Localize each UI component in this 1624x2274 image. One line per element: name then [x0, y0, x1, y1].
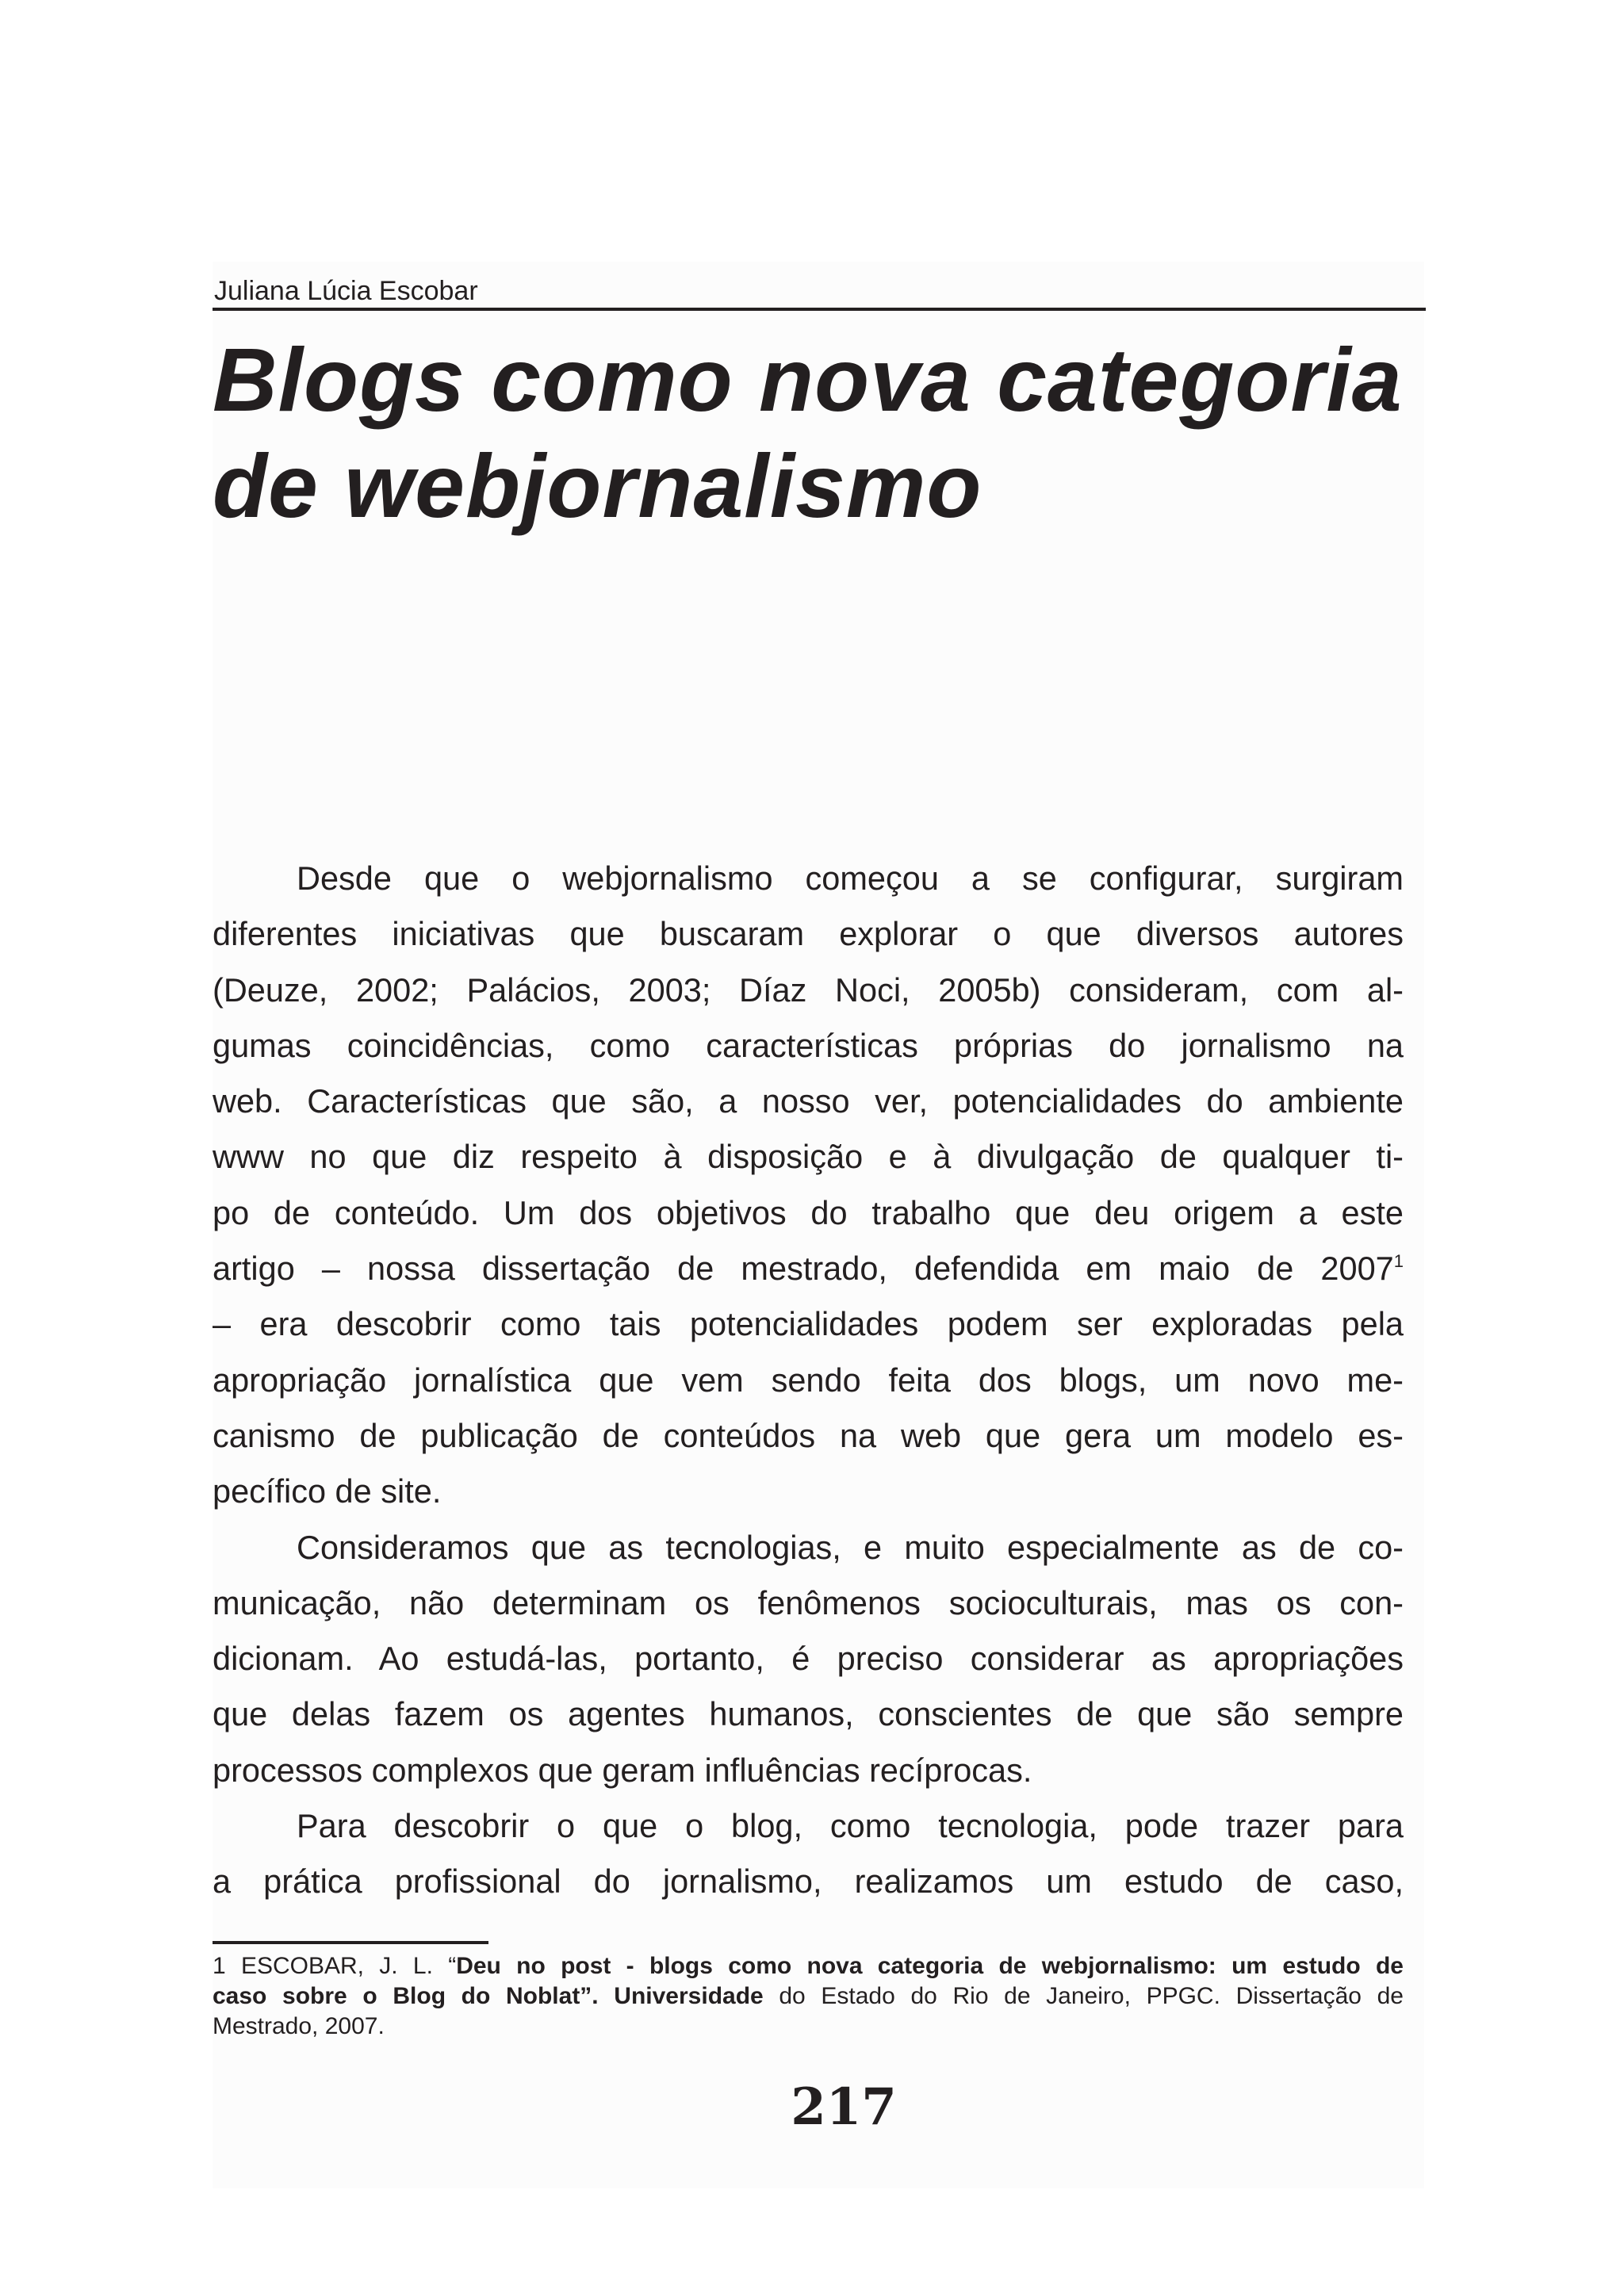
footnote-text: do Estado do Rio de Janeiro, PPGC. Dissertação de: [763, 1983, 1404, 2009]
text-line: dicionam. Ao estudá-las, portanto, é preciso considerar as apropriações: [213, 1640, 1404, 1678]
text-line: Para descobrir o que o blog, como tecnologia, pode trazer para: [297, 1807, 1404, 1845]
header-rule: [213, 308, 1426, 311]
title-line: de webjornalismo: [213, 436, 982, 536]
text-line: (Deuze, 2002; Palácios, 2003; Díaz Noci, 2005b) consideram, com al-: [213, 970, 1404, 1009]
text-line-with-footnote: [213, 1241, 1404, 1296]
text-line: – era descobrir como tais potencialidades podem ser exploradas pela: [213, 1305, 1404, 1343]
text-line: po de conteúdo. Um dos objetivos do trabalho que deu origem a este: [213, 1193, 1404, 1231]
footnote-title: Deu no post - blogs como nova categoria de webjornalismo: um estudo de: [456, 1953, 1404, 1979]
footnote-line: Mestrado, 2007.: [213, 2013, 385, 2039]
footnote-line: [213, 1981, 1404, 2012]
body-text: [213, 851, 1404, 1910]
footnote-marker: 1: [1393, 1251, 1404, 1272]
footnote-title: caso sobre o Blog do Noblat”. Universidade: [213, 1983, 764, 2009]
text-line: pecífico de site.: [213, 1472, 442, 1510]
text-line: gumas coincidências, como características próprias do jornalismo na: [213, 1026, 1404, 1064]
footnote-line: [213, 1951, 1404, 1981]
page-number: 217: [791, 2077, 897, 2137]
footnote: [213, 1951, 1404, 2042]
text-line: canismo de publicação de conteúdos na web que gera um modelo es-: [213, 1416, 1404, 1454]
text-line: Consideramos que as tecnologias, e muito especialmente as de co-: [297, 1528, 1404, 1566]
running-header-author: Juliana Lúcia Escobar: [214, 276, 478, 306]
text-line: processos complexos que geram influências recíprocas.: [213, 1751, 1032, 1789]
text-line: apropriação jornalística que vem sendo feita dos blogs, um novo me-: [213, 1361, 1404, 1399]
text-segment: artigo – nossa dissertação de mestrado, defendida em maio de 2007: [213, 1250, 1394, 1288]
text-line: a prática profissional do jornalismo, realizamos um estudo de caso,: [213, 1862, 1404, 1901]
text-line: www no que diz respeito à disposição e à divulgação de qualquer ti-: [213, 1138, 1404, 1176]
text-line: Desde que o webjornalismo começou a se configurar, surgiram: [297, 859, 1404, 897]
article-title: [213, 327, 1434, 539]
text-line: diferentes iniciativas que buscaram explorar o que diversos autores: [213, 915, 1404, 953]
text-line: que delas fazem os agentes humanos, conscientes de que são sempre: [213, 1695, 1404, 1733]
footnote-text: 1 ESCOBAR, J. L. “: [213, 1953, 457, 1979]
text-line: web. Características que são, a nosso ver, potencialidades do ambiente: [213, 1082, 1404, 1120]
footnote-rule: [213, 1941, 488, 1944]
title-line: Blogs como nova categoria: [213, 330, 1403, 430]
text-line: municação, não determinam os fenômenos socioculturais, mas os con-: [213, 1583, 1404, 1621]
